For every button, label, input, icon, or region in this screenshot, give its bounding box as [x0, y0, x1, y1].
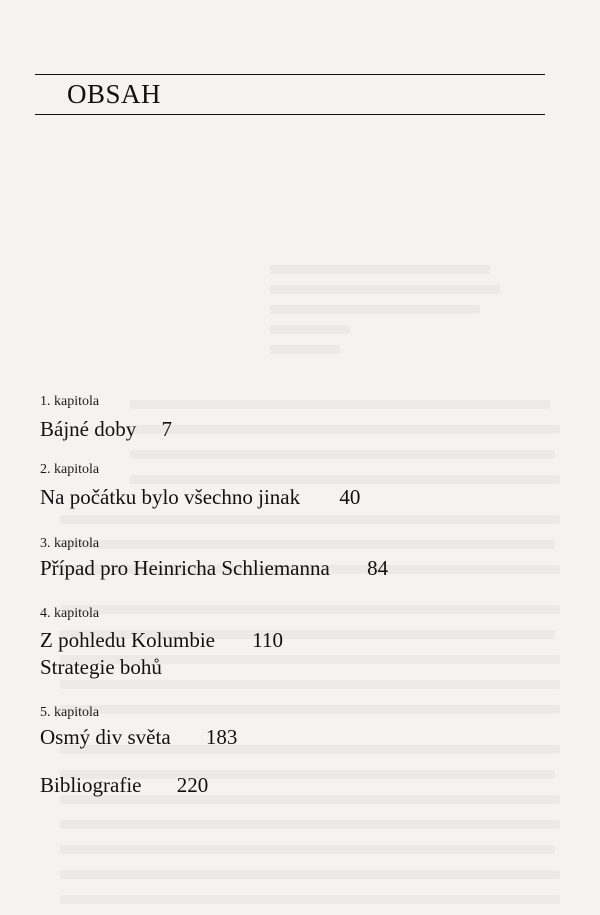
chapter-title: Případ pro Heinricha Schliemanna	[40, 556, 330, 580]
contents-heading: OBSAH	[67, 79, 162, 109]
chapter-title: Na počátku bylo všechno jinak	[40, 485, 301, 509]
heading-rule-top	[35, 74, 545, 75]
page-number: 183	[205, 725, 238, 749]
bibliography-title: Bibliografie	[40, 773, 142, 797]
chapter-title: Osmý div světa	[40, 725, 171, 749]
toc-entry[interactable]	[40, 725, 237, 750]
chapter-label: 1. kapitola	[40, 394, 100, 409]
chapter-title: Z pohledu Kolumbie	[40, 628, 215, 652]
chapter-title: Bájné doby	[40, 417, 137, 441]
toc-entry[interactable]	[40, 628, 283, 653]
chapter-label: 3. kapitola	[40, 536, 100, 551]
chapter-label: 4. kapitola	[40, 606, 100, 621]
toc-entry[interactable]	[40, 485, 360, 510]
page-number: 40	[339, 485, 361, 509]
toc-entry-subtitle: Strategie bohů	[40, 655, 162, 679]
heading-rule-bottom	[35, 114, 545, 115]
chapter-label: 2. kapitola	[40, 462, 100, 477]
toc-entry[interactable]	[40, 417, 172, 442]
page-number: 7	[161, 417, 172, 441]
toc-entry[interactable]	[40, 556, 388, 581]
chapter-label: 5. kapitola	[40, 705, 100, 720]
toc-entry-bibliography[interactable]	[40, 773, 208, 798]
page-number: 84	[367, 556, 389, 580]
page-number: 220	[176, 773, 209, 797]
page-number: 110	[252, 628, 283, 652]
